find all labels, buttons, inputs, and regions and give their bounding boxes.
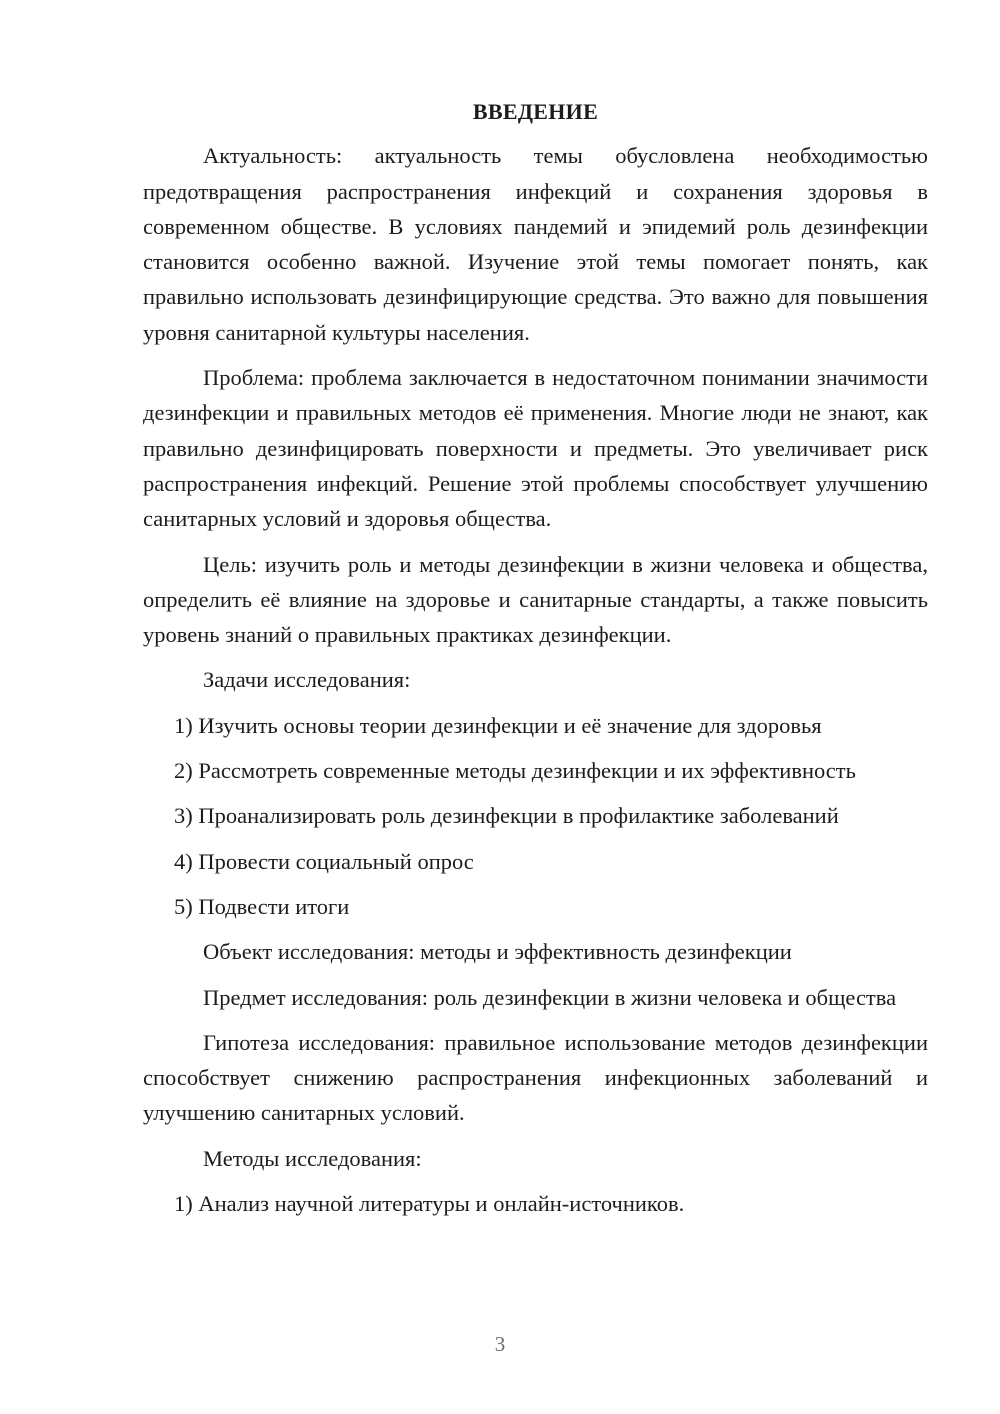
task-item: 4) Провести социальный опрос (174, 848, 474, 874)
page-number: 3 (494, 1332, 506, 1356)
task-item: 3) Проанализировать роль дезинфекции в профилактике заболеваний (174, 803, 839, 829)
task-item: 1) Изучить основы теории дезинфекции и её значение для здоровья (174, 712, 822, 738)
document-body (143, 94, 928, 1231)
tasks-heading: Задачи исследования: (203, 667, 411, 693)
method-item: 1) Анализ научной литературы и онлайн-источников. (174, 1191, 685, 1217)
goal-paragraph: Цель: изучить роль и методы дезинфекции в жизни человека и общества, определить её влияние на здоровье и санитарные стандарты, а также повысить уровень знаний о правильных практиках дезинфекции. (143, 551, 928, 648)
object-paragraph: Объект исследования: методы и эффективность дезинфекции (203, 939, 792, 965)
actuality-paragraph: Актуальность: актуальность темы обусловлена необходимостью предотвращения распространения инфекций и сохранения здоровья в современном обществе. В условиях пандемий и эпидемий роль дезинфекции становится особенно важной. Изучение этой темы помогает понять, как правильно использовать дезинфицирующие средства. Это важно для повышения уровня санитарной культуры населения. (143, 143, 928, 345)
problem-paragraph: Проблема: проблема заключается в недостаточном понимании значимости дезинфекции и правильных методов её применения. Многие люди не знают, как правильно дезинфицировать поверхности и предметы. Это увеличивает риск распространения инфекций. Решение этой проблемы способствует улучшению санитарных условий и здоровья общества. (143, 365, 928, 532)
methods-heading: Методы исследования: (203, 1145, 422, 1171)
hypothesis-paragraph: Гипотеза исследования: правильное использование методов дезинфекции способствует снижению распространения инфекционных заболеваний и улучшению санитарных условий. (143, 1029, 928, 1126)
section-title: ВВЕДЕНИЕ (472, 99, 599, 124)
subject-paragraph: Предмет исследования: роль дезинфекции в жизни человека и общества (203, 984, 897, 1010)
task-item: 5) Подвести итоги (174, 893, 350, 919)
task-item: 2) Рассмотреть современные методы дезинфекции и их эффективность (174, 758, 856, 784)
